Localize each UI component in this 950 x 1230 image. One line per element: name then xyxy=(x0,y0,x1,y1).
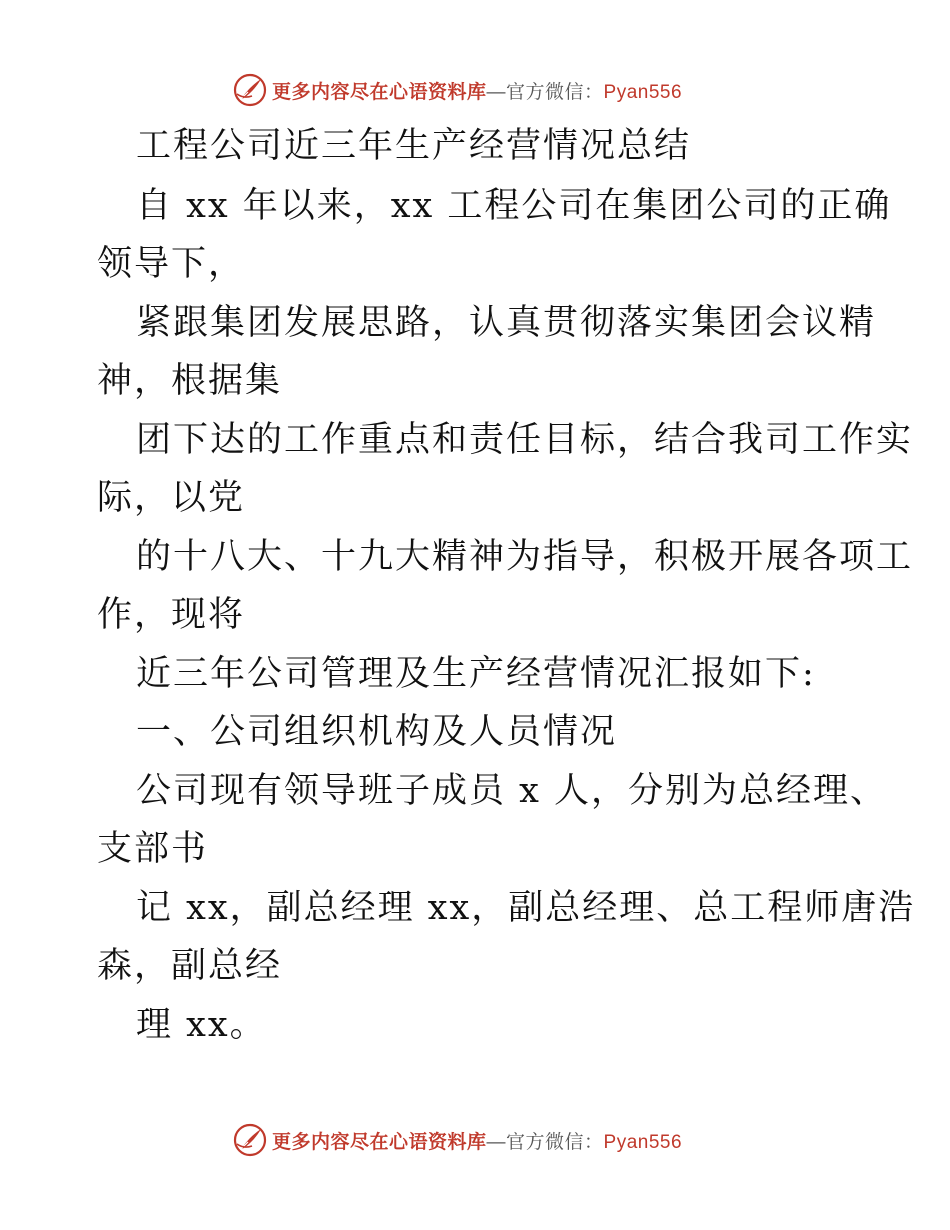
paragraph-line: 作，现将 xyxy=(97,595,246,635)
watermark-wechat-label: 官方微信： xyxy=(506,1131,604,1153)
watermark-site-text: 更多内容尽在心语资料库 xyxy=(272,81,487,103)
watermark-dash: — xyxy=(486,1131,507,1153)
paragraph-line: 近三年公司管理及生产经营情况汇报如下: xyxy=(136,654,816,694)
paragraph-line: 公司现有领导班子成员 x 人，分别为总经理、 xyxy=(136,771,887,811)
paragraph-line: 的十八大、十九大精神为指导，积极开展各项工 xyxy=(136,537,914,577)
section-heading: 一、公司组织机构及人员情况 xyxy=(136,712,618,752)
watermark-wechat-id: Pyan556 xyxy=(603,81,683,103)
watermark-wechat-label: 官方微信： xyxy=(506,81,604,103)
paragraph-line: 际，以党 xyxy=(97,478,246,518)
paragraph-line: 紧跟集团发展思路，认真贯彻落实集团会议精 xyxy=(136,303,877,343)
feather-pen-logo-icon xyxy=(232,1122,268,1158)
paragraph-line: 领导下， xyxy=(97,244,246,284)
paragraph-line: 团下达的工作重点和责任目标，结合我司工作实 xyxy=(136,420,914,460)
paragraph-line: 自 xx 年以来，xx 工程公司在集团公司的正确 xyxy=(136,186,892,226)
watermark-wechat-id: Pyan556 xyxy=(603,1131,683,1153)
paragraph-line: 森，副总经 xyxy=(97,946,283,986)
paragraph-line: 神，根据集 xyxy=(97,361,283,401)
watermark-site-text: 更多内容尽在心语资料库 xyxy=(272,1131,487,1153)
document-title: 工程公司近三年生产经营情况总结 xyxy=(136,126,692,166)
footer-watermark xyxy=(232,1120,682,1160)
watermark-dash: — xyxy=(486,81,507,103)
paragraph-line: 记 xx，副总经理 xx，副总经理、总工程师唐浩 xyxy=(136,888,916,928)
paragraph-line: 理 xx。 xyxy=(136,1005,267,1045)
paragraph-line: 支部书 xyxy=(97,829,209,869)
